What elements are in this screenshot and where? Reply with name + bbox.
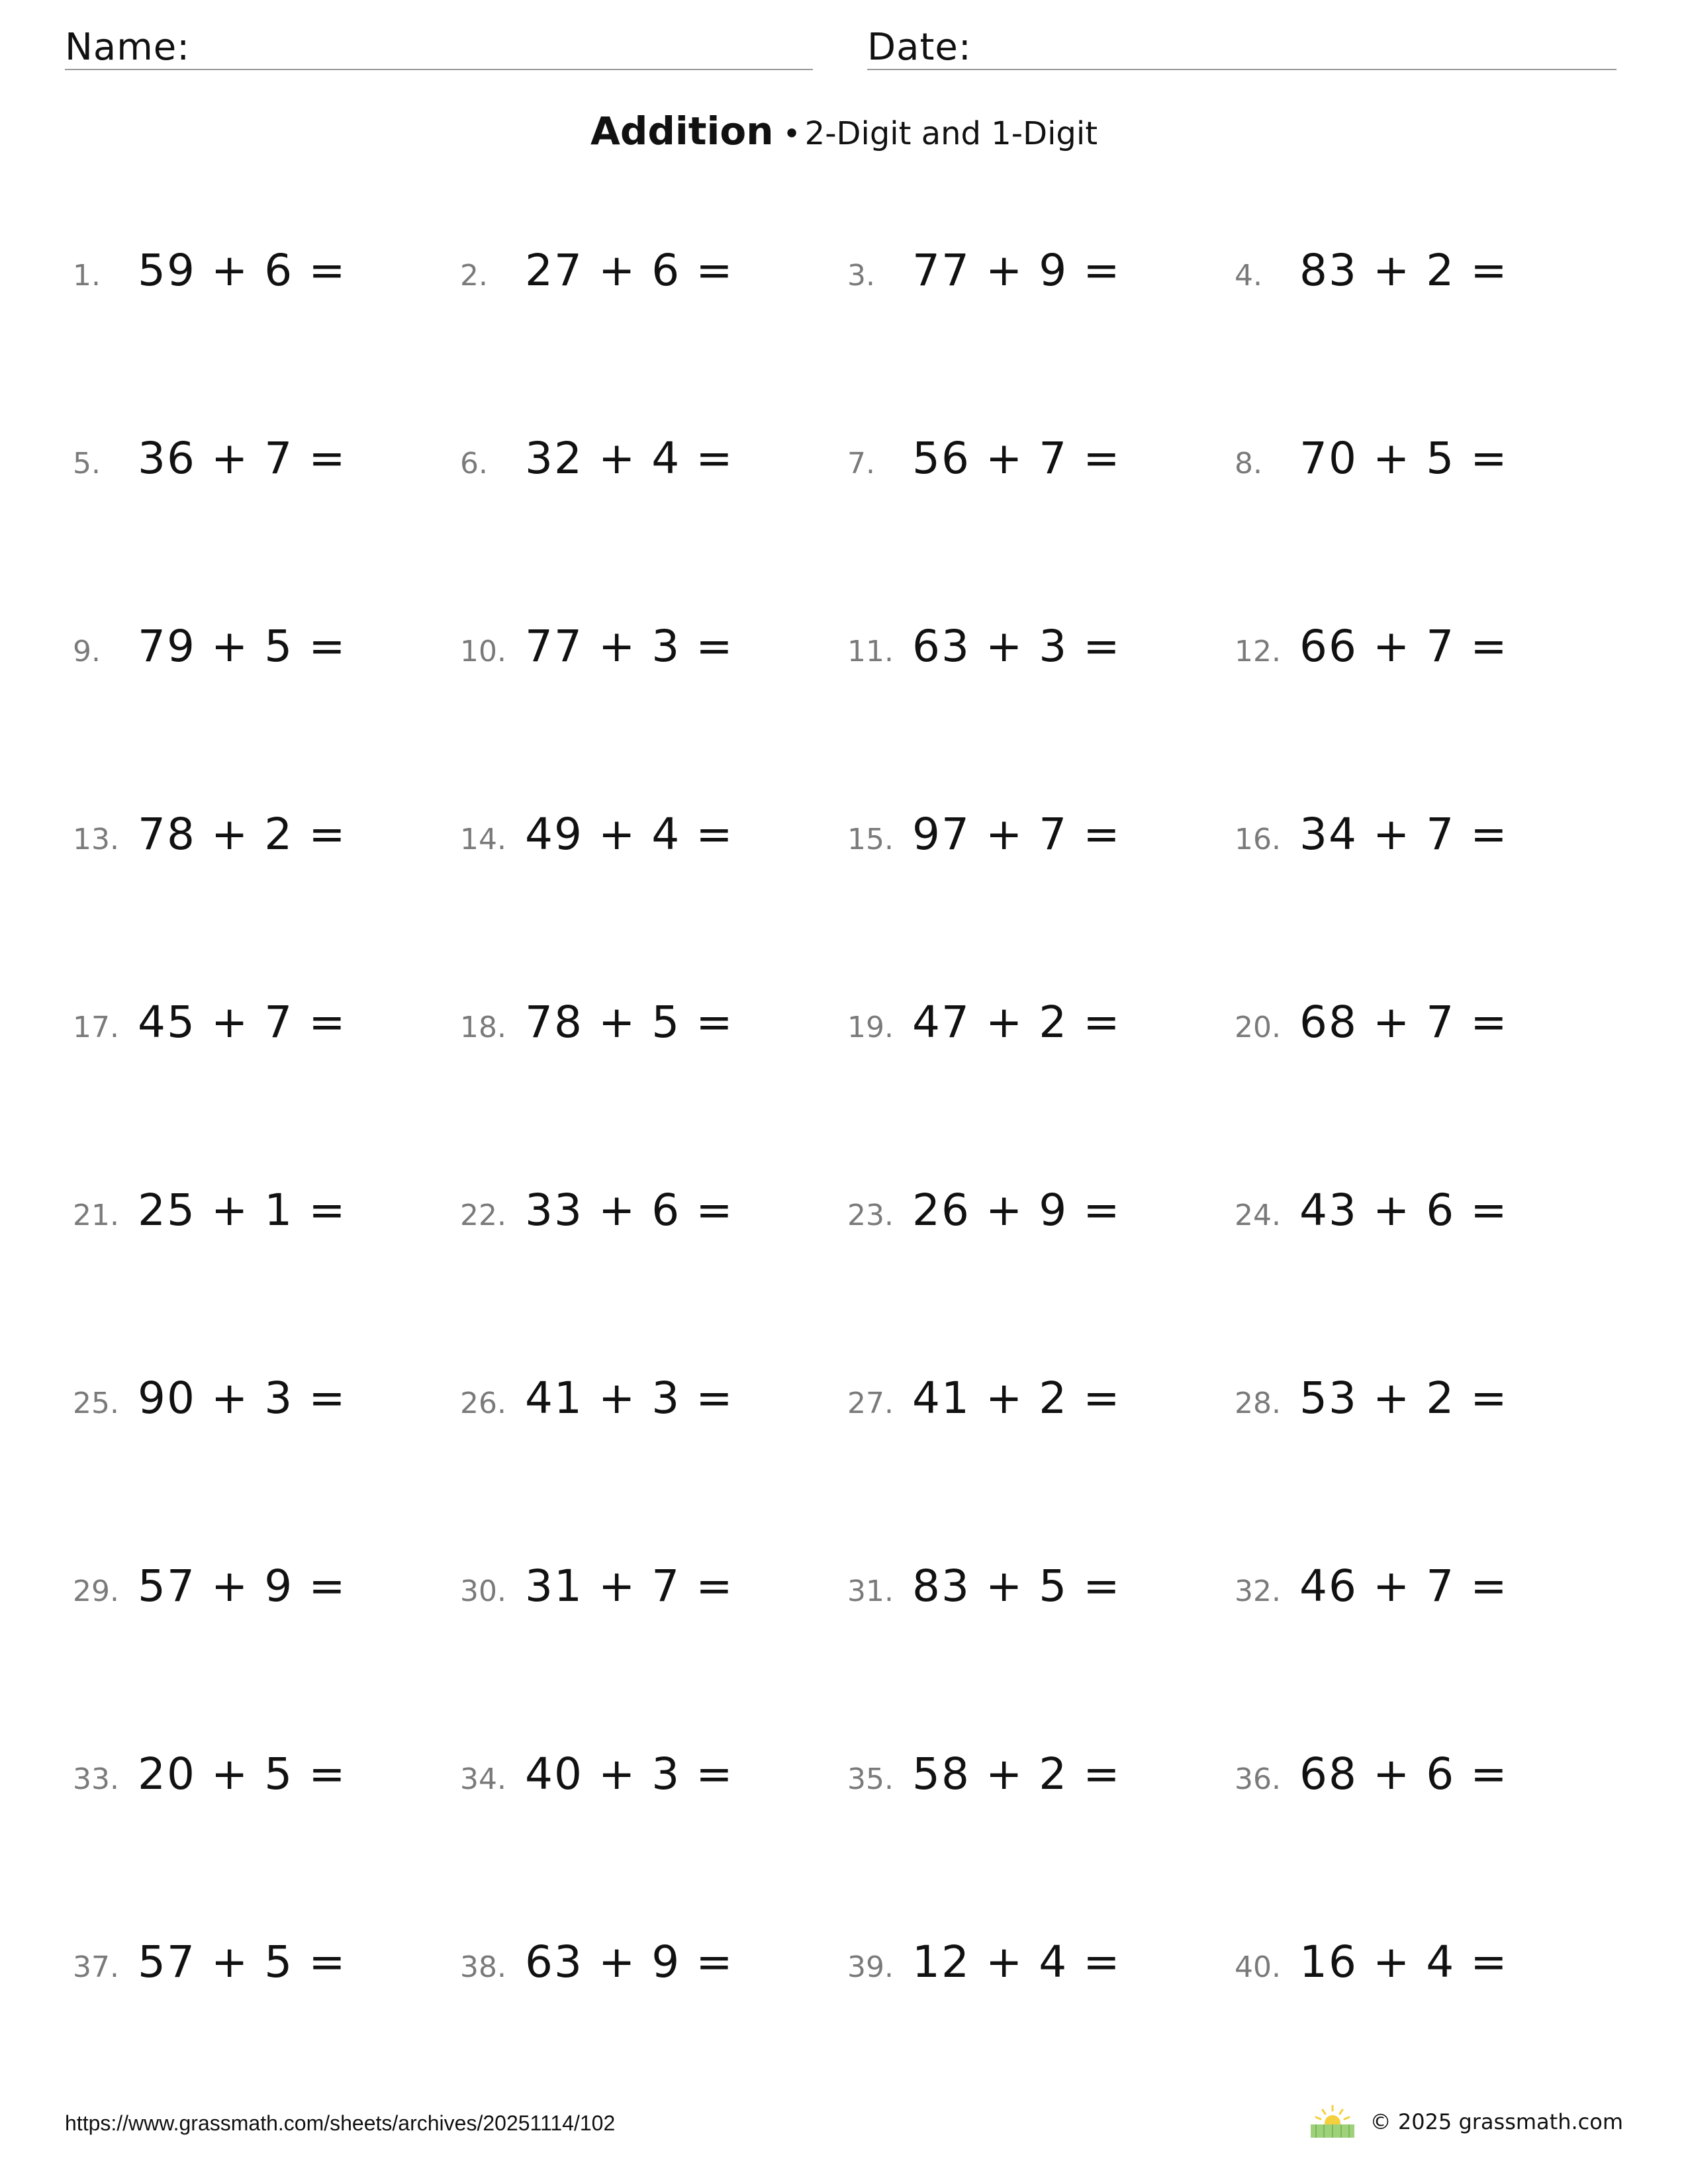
date-line <box>867 69 1617 70</box>
problem-number: 40. <box>1235 1950 1281 1984</box>
problem-item <box>1235 433 1622 499</box>
problem-number: 12. <box>1235 635 1281 668</box>
problem-item <box>73 997 460 1063</box>
problem-expression: 90 + 3 = <box>138 1373 347 1424</box>
problem-expression: 68 + 7 = <box>1299 997 1509 1048</box>
problem-expression: 41 + 2 = <box>912 1373 1121 1424</box>
problem-item <box>460 1749 847 1815</box>
problem-item <box>847 1373 1235 1439</box>
title-separator: • <box>782 116 801 152</box>
problem-number: 6. <box>460 447 488 480</box>
problem-item <box>460 1936 847 2003</box>
problem-item <box>73 245 460 311</box>
problem-number: 13. <box>73 823 119 856</box>
problem-number: 26. <box>460 1387 506 1420</box>
problem-expression: 63 + 9 = <box>525 1936 734 1987</box>
problem-item <box>847 809 1235 875</box>
problem-expression: 83 + 2 = <box>1299 245 1509 296</box>
problem-number: 11. <box>847 635 894 668</box>
problem-number: 20. <box>1235 1011 1281 1044</box>
problem-number: 37. <box>73 1950 119 1984</box>
problem-number: 21. <box>73 1199 119 1232</box>
problem-number: 8. <box>1235 447 1262 480</box>
problem-item <box>847 1185 1235 1251</box>
problem-expression: 53 + 2 = <box>1299 1373 1509 1424</box>
problem-number: 23. <box>847 1199 894 1232</box>
problem-item <box>460 245 847 311</box>
problem-number: 38. <box>460 1950 506 1984</box>
problem-item <box>847 1936 1235 2003</box>
problem-expression: 77 + 9 = <box>912 245 1121 296</box>
problem-item <box>1235 621 1622 687</box>
problem-item <box>460 433 847 499</box>
problem-expression: 97 + 7 = <box>912 809 1121 860</box>
problem-expression: 78 + 2 = <box>138 809 347 860</box>
footer-branding <box>1309 2105 1623 2139</box>
problem-expression: 12 + 4 = <box>912 1936 1121 1987</box>
problem-item <box>1235 245 1622 311</box>
problem-expression: 27 + 6 = <box>525 245 734 296</box>
problem-expression: 68 + 6 = <box>1299 1749 1509 1799</box>
problem-expression: 49 + 4 = <box>525 809 734 860</box>
problem-item <box>73 1936 460 2003</box>
problem-number: 18. <box>460 1011 506 1044</box>
problem-expression: 32 + 4 = <box>525 433 734 484</box>
footer-url: https://www.grassmath.com/sheets/archives/20251114/102 <box>65 2111 616 2135</box>
problem-expression: 57 + 5 = <box>138 1936 347 1987</box>
problem-number: 39. <box>847 1950 894 1984</box>
problem-expression: 83 + 5 = <box>912 1561 1121 1612</box>
problem-number: 36. <box>1235 1762 1281 1796</box>
problem-expression: 59 + 6 = <box>138 245 347 296</box>
problem-expression: 36 + 7 = <box>138 433 347 484</box>
problem-number: 15. <box>847 823 894 856</box>
problem-expression: 56 + 7 = <box>912 433 1121 484</box>
problem-number: 27. <box>847 1387 894 1420</box>
problem-expression: 34 + 7 = <box>1299 809 1509 860</box>
problem-item <box>847 621 1235 687</box>
problem-item <box>73 1561 460 1627</box>
problem-expression: 79 + 5 = <box>138 621 347 672</box>
problem-number: 3. <box>847 259 875 293</box>
problem-number: 7. <box>847 447 875 480</box>
problem-expression: 43 + 6 = <box>1299 1185 1509 1236</box>
problem-expression: 77 + 3 = <box>525 621 734 672</box>
problem-expression: 33 + 6 = <box>525 1185 734 1236</box>
problem-number: 14. <box>460 823 506 856</box>
problem-item <box>460 621 847 687</box>
name-line <box>65 69 813 70</box>
problem-expression: 26 + 9 = <box>912 1185 1121 1236</box>
problem-item <box>460 997 847 1063</box>
problem-number: 22. <box>460 1199 506 1232</box>
problem-item <box>73 621 460 687</box>
problem-item <box>73 433 460 499</box>
name-label: Name: <box>65 26 191 69</box>
problem-item <box>847 1749 1235 1815</box>
problem-item <box>847 997 1235 1063</box>
problem-number: 16. <box>1235 823 1281 856</box>
problem-expression: 66 + 7 = <box>1299 621 1509 672</box>
problem-item <box>460 1373 847 1439</box>
problem-number: 4. <box>1235 259 1262 293</box>
problem-expression: 46 + 7 = <box>1299 1561 1509 1612</box>
problem-number: 5. <box>73 447 101 480</box>
problem-number: 17. <box>73 1011 119 1044</box>
problem-item <box>73 1749 460 1815</box>
problem-number: 30. <box>460 1574 506 1608</box>
problem-expression: 20 + 5 = <box>138 1749 347 1799</box>
problem-number: 2. <box>460 259 488 293</box>
problem-number: 35. <box>847 1762 894 1796</box>
problem-number: 1. <box>73 259 101 293</box>
problem-number: 19. <box>847 1011 894 1044</box>
problem-expression: 45 + 7 = <box>138 997 347 1048</box>
problem-item <box>1235 809 1622 875</box>
problem-item <box>460 809 847 875</box>
problem-expression: 40 + 3 = <box>525 1749 734 1799</box>
problem-number: 25. <box>73 1387 119 1420</box>
problem-expression: 78 + 5 = <box>525 997 734 1048</box>
problem-expression: 31 + 7 = <box>525 1561 734 1612</box>
worksheet-title <box>0 105 1688 167</box>
problem-item <box>847 1561 1235 1627</box>
problem-item <box>73 1373 460 1439</box>
problem-number: 32. <box>1235 1574 1281 1608</box>
problem-expression: 25 + 1 = <box>138 1185 347 1236</box>
problem-expression: 70 + 5 = <box>1299 433 1509 484</box>
problem-expression: 58 + 2 = <box>912 1749 1121 1799</box>
problem-number: 28. <box>1235 1387 1281 1420</box>
problem-item <box>73 809 460 875</box>
problem-item <box>1235 1749 1622 1815</box>
problem-expression: 47 + 2 = <box>912 997 1121 1048</box>
problem-number: 10. <box>460 635 506 668</box>
problem-item <box>1235 1185 1622 1251</box>
problem-item <box>1235 1373 1622 1439</box>
problem-expression: 63 + 3 = <box>912 621 1121 672</box>
problem-expression: 57 + 9 = <box>138 1561 347 1612</box>
problem-number: 9. <box>73 635 101 668</box>
problem-item <box>73 1185 460 1251</box>
problem-expression: 41 + 3 = <box>525 1373 734 1424</box>
problem-item <box>460 1561 847 1627</box>
problem-item <box>847 433 1235 499</box>
title-main: Addition <box>590 109 774 154</box>
title-subtitle: 2-Digit and 1-Digit <box>804 115 1098 152</box>
problem-number: 29. <box>73 1574 119 1608</box>
date-label: Date: <box>867 26 972 69</box>
problem-number: 33. <box>73 1762 119 1796</box>
problem-item <box>460 1185 847 1251</box>
problem-number: 34. <box>460 1762 506 1796</box>
problem-item <box>1235 997 1622 1063</box>
problem-item <box>1235 1561 1622 1627</box>
problem-number: 31. <box>847 1574 894 1608</box>
sun-over-grass-icon <box>1309 2105 1356 2139</box>
problem-item <box>847 245 1235 311</box>
problem-expression: 16 + 4 = <box>1299 1936 1509 1987</box>
problem-item <box>1235 1936 1622 2003</box>
problem-grid <box>73 245 1622 2124</box>
copyright-text: © 2025 grassmath.com <box>1370 2109 1623 2134</box>
problem-number: 24. <box>1235 1199 1281 1232</box>
